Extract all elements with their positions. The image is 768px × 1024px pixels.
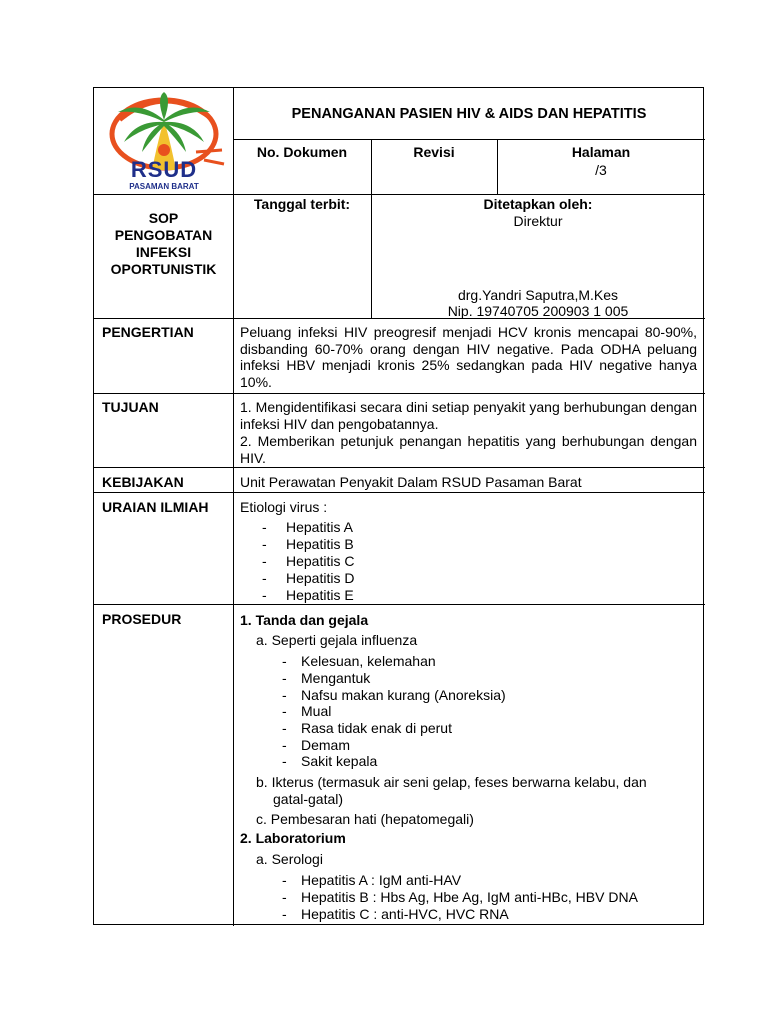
list-dash: -: [262, 553, 267, 569]
divider: [94, 492, 705, 493]
uraian-intro: Etiologi virus :: [240, 499, 328, 515]
list-item: Hepatitis B: [286, 536, 354, 552]
list-item: Kelesuan, kelemahan: [301, 653, 436, 669]
pengertian-label: PENGERTIAN: [102, 324, 194, 340]
no-dokumen-label: No. Dokumen: [256, 144, 348, 160]
list-dash: -: [282, 737, 287, 753]
list-dash: -: [282, 687, 287, 703]
tujuan-label: TUJUAN: [102, 399, 159, 415]
prosedur-subheading-cont: gatal-gatal): [273, 791, 344, 807]
list-item: Mual: [301, 703, 332, 719]
divider: [233, 318, 234, 926]
signer-name: drg.Yandri Saputra,M.Kes: [457, 287, 619, 303]
ditetapkan-label: Ditetapkan oleh:: [483, 196, 593, 212]
kebijakan-label: KEBIJAKAN: [102, 474, 184, 490]
tujuan-item: 1. Mengidentifikasi secara dini setiap penyakit yang berhubungan dengan infeksi HIV dan pengobatannya.: [240, 399, 697, 432]
list-item: Hepatitis D: [286, 570, 355, 586]
sop-title-line: INFEKSI: [135, 244, 192, 260]
divider: [94, 467, 705, 468]
kebijakan-text: Unit Perawatan Penyakit Dalam RSUD Pasaman Barat: [240, 474, 582, 490]
list-item: Hepatitis C: [286, 553, 355, 569]
sop-title: [94, 210, 233, 278]
list-dash: -: [282, 653, 287, 669]
list-dash: -: [282, 753, 287, 769]
list-dash: -: [282, 906, 287, 922]
hospital-logo: [100, 90, 228, 194]
list-item: Mengantuk: [301, 670, 371, 686]
divider: [94, 393, 705, 394]
sop-title-line: PENGOBATAN: [114, 227, 213, 243]
signer-nip: Nip. 19740705 200903 1 005: [447, 303, 629, 319]
list-dash: -: [282, 703, 287, 719]
divider: [94, 194, 705, 195]
list-dash: -: [262, 570, 267, 586]
list-item: Hepatitis E: [286, 587, 354, 603]
prosedur-subheading: a. Seperti gejala influenza: [256, 632, 418, 648]
sop-title-line: OPORTUNISTIK: [110, 261, 217, 277]
list-item: Hepatitis A : IgM anti-HAV: [301, 872, 462, 888]
halaman-value: /3: [595, 162, 607, 178]
list-dash: -: [262, 519, 267, 535]
document-title: PENANGANAN PASIEN HIV & AIDS DAN HEPATITIS: [291, 106, 647, 122]
list-dash: -: [282, 720, 287, 736]
prosedur-subheading: b. Ikterus (termasuk air seni gelap, feses berwarna kelabu, dan: [256, 774, 647, 790]
pengertian-text: Peluang infeksi HIV preogresif menjadi HCV kronis mencapai 80-90%, disbanding 60-70% orang dengan HIV negative. Pada ODHA peluang infeksi HBV menjadi kronis 25% sedangkan pada HIV negative hanya 10%.: [240, 324, 697, 390]
list-item: Sakit kepala: [301, 753, 378, 769]
ditetapkan-value: Direktur: [513, 213, 563, 229]
list-dash: -: [282, 670, 287, 686]
list-dash: -: [282, 872, 287, 888]
prosedur-subheading: c. Pembesaran hati (hepatomegali): [256, 811, 474, 827]
list-item: Hepatitis B : Hbs Ag, Hbe Ag, IgM anti-HBc, HBV DNA: [301, 889, 638, 905]
prosedur-heading: 1. Tanda dan gejala: [240, 612, 369, 628]
logo-text: RSUD: [130, 157, 198, 182]
divider: [94, 604, 705, 605]
list-item: Rasa tidak enak di perut: [301, 720, 452, 736]
prosedur-heading: 2. Laboratorium: [240, 830, 346, 846]
sop-title-line: SOP: [148, 210, 179, 226]
list-item: Hepatitis A: [286, 519, 353, 535]
list-dash: -: [282, 889, 287, 905]
prosedur-label: PROSEDUR: [102, 611, 182, 627]
logo-subtext: PASAMAN BARAT: [129, 182, 199, 191]
uraian-label: URAIAN ILMIAH: [102, 499, 209, 515]
list-item: Hepatitis C : anti-HVC, HVC RNA: [301, 906, 509, 922]
list-dash: -: [262, 587, 267, 603]
tujuan-item: 2. Memberikan petunjuk penangan hepatitis yang berhubungan dengan HIV.: [240, 433, 697, 466]
tanggal-terbit-label: Tanggal terbit:: [253, 196, 351, 212]
sop-document: [93, 87, 704, 925]
divider: [233, 139, 705, 140]
halaman-label: Halaman: [571, 144, 631, 160]
list-item: Demam: [301, 737, 351, 753]
list-item: Nafsu makan kurang (Anoreksia): [301, 687, 506, 703]
list-dash: -: [262, 536, 267, 552]
revisi-label: Revisi: [413, 144, 455, 160]
prosedur-subheading: a. Serologi: [256, 851, 323, 867]
